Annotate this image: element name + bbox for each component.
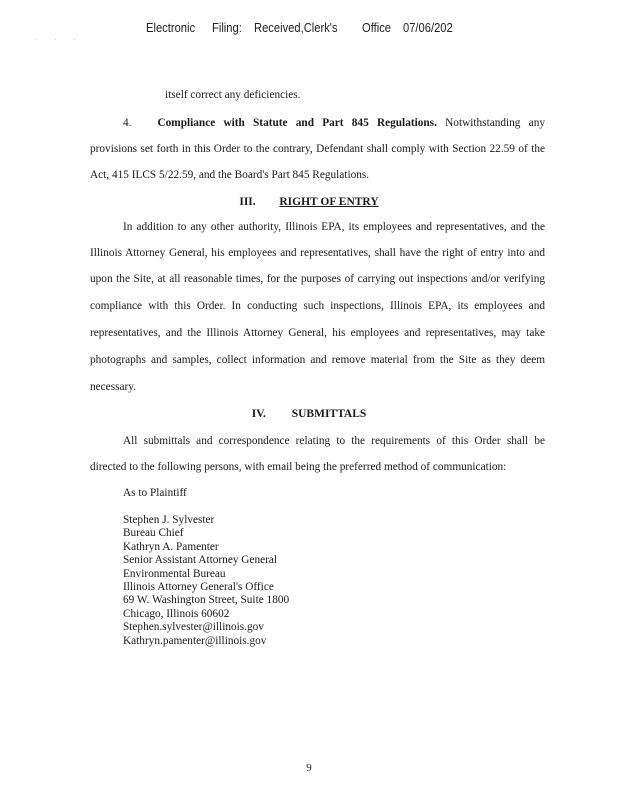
scan-artifact: . . . bbox=[36, 36, 84, 42]
as-to-plaintiff: As to Plaintiff bbox=[123, 487, 187, 499]
section3-line: photographs and samples, collect information and remove material from the Site as they deem bbox=[90, 354, 545, 366]
section3-line: upon the Site, at all reasonable times, for the purposes of carrying out inspections and/or verifying bbox=[90, 273, 545, 285]
header-date: 07/06/202 bbox=[403, 20, 453, 35]
address-line: Illinois Attorney General's Office bbox=[123, 581, 274, 594]
plaintiff-address-block bbox=[123, 514, 289, 648]
item4-line3: Act, 415 ILCS 5/22.59, and the Board's Part 845 Regulations. bbox=[90, 169, 370, 181]
address-line: Chicago, Illinois 60602 bbox=[123, 607, 230, 620]
address-line: Kathryn A. Pamenter bbox=[123, 540, 219, 553]
item4-title: Compliance with Statute and Part 845 Regulations. bbox=[157, 117, 437, 129]
section4-title: SUBMITTALS bbox=[291, 408, 367, 420]
email-link[interactable]: Stephen.sylvester@illinois.gov bbox=[123, 621, 264, 634]
section3-title: RIGHT OF ENTRY bbox=[279, 196, 379, 208]
header-filing: Filing: bbox=[212, 20, 242, 35]
section3-line: In addition to any other authority, Illinois EPA, its employees and representatives, and the bbox=[123, 221, 545, 233]
item4-number: 4. bbox=[123, 117, 132, 129]
header-received: Received,Clerk's bbox=[254, 20, 338, 35]
header-office: Office bbox=[362, 20, 391, 35]
section4-heading bbox=[0, 408, 618, 420]
address-line: 69 W. Washington Street, Suite 1800 bbox=[123, 594, 290, 607]
address-line: Senior Assistant Attorney General bbox=[123, 554, 278, 567]
address-line: Stephen J. Sylvester bbox=[123, 514, 215, 526]
address-line: Environmental Bureau bbox=[123, 567, 226, 580]
address-line: Bureau Chief bbox=[123, 527, 184, 540]
continuation-text: itself correct any deficiencies. bbox=[165, 89, 301, 101]
item4-line2: provisions set forth in this Order to the contrary, Defendant shall comply with Section 22.59 of the bbox=[90, 143, 545, 155]
section4-line: directed to the following persons, with email being the preferred method of communication: bbox=[90, 461, 507, 473]
item4-line1-rest: Notwithstanding any bbox=[445, 117, 545, 129]
section4-number: IV. bbox=[251, 408, 266, 420]
item4-line1 bbox=[123, 117, 545, 129]
section3-line: necessary. bbox=[90, 381, 136, 393]
section3-line: representatives, and the Illinois Attorney General, his employees and representatives, may take bbox=[90, 327, 545, 339]
section4-line: All submittals and correspondence relating to the requirements of this Order shall be bbox=[123, 435, 545, 447]
page-number: 9 bbox=[306, 762, 312, 774]
section3-line: Illinois Attorney General, his employees and representatives, shall have the right of entry into and bbox=[90, 247, 545, 259]
header-electronic: Electronic bbox=[146, 20, 196, 35]
section3-heading bbox=[0, 196, 618, 208]
section3-line: compliance with this Order. In conducting such inspections, Illinois EPA, its employees and bbox=[90, 300, 545, 312]
email-link[interactable]: Kathryn.pamenter@illinois.gov bbox=[123, 634, 267, 647]
section3-number: III. bbox=[239, 196, 256, 208]
